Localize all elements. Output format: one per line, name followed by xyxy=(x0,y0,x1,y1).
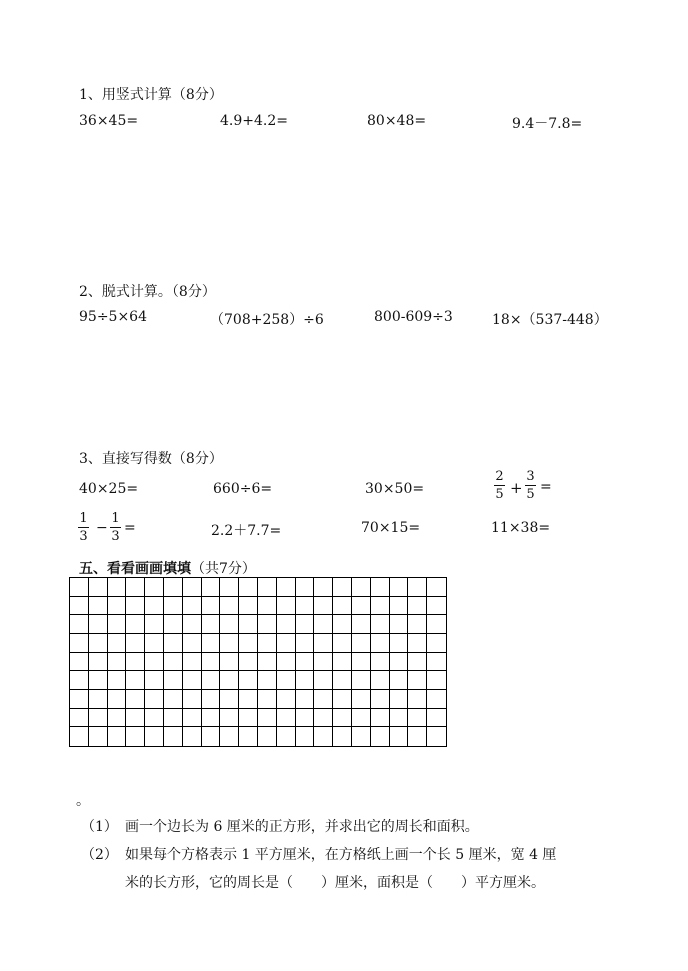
grid-cell[interactable] xyxy=(126,671,145,690)
problem-3-7: 11×38= xyxy=(491,520,551,536)
grid-cell[interactable] xyxy=(258,671,277,690)
question-1-number: （1） xyxy=(81,819,118,835)
grid-cell[interactable] xyxy=(352,709,371,728)
section5-title: 五、看看画画填填（共7分） xyxy=(79,561,256,577)
grid-cell[interactable] xyxy=(108,671,127,690)
grid-cell[interactable] xyxy=(239,634,258,653)
grid-cell[interactable] xyxy=(126,653,145,672)
grid-cell[interactable] xyxy=(183,597,202,616)
grid-cell[interactable] xyxy=(258,709,277,728)
grid-cell[interactable] xyxy=(352,615,371,634)
grid-cell[interactable] xyxy=(239,653,258,672)
problem-2-2: （708+258）÷6 xyxy=(210,312,324,328)
grid-cell[interactable] xyxy=(70,709,89,728)
grid-cell[interactable] xyxy=(145,578,164,597)
problem-2-3: 800-609÷3 xyxy=(374,309,453,325)
grid-cell[interactable] xyxy=(220,727,239,746)
grid-cell[interactable] xyxy=(296,597,315,616)
grid-cell[interactable] xyxy=(427,578,446,597)
problem-3-2: 660÷6= xyxy=(213,481,273,497)
grid-cell[interactable] xyxy=(89,727,108,746)
grid-cell[interactable] xyxy=(277,615,296,634)
grid-cell[interactable] xyxy=(408,634,427,653)
problem-1-1: 36×45= xyxy=(79,113,139,129)
fraction-1-3-b: 1 3 xyxy=(111,511,120,544)
grid-cell[interactable] xyxy=(408,727,427,746)
grid-cell[interactable] xyxy=(164,615,183,634)
problem-3-6: 70×15= xyxy=(361,520,421,536)
grid-cell[interactable] xyxy=(145,653,164,672)
grid-cell[interactable] xyxy=(183,727,202,746)
grid-cell[interactable] xyxy=(277,634,296,653)
grid-cell[interactable] xyxy=(164,597,183,616)
grid-cell[interactable] xyxy=(296,671,315,690)
grid-cell[interactable] xyxy=(296,615,315,634)
grid-cell[interactable] xyxy=(371,597,390,616)
grid-cell[interactable] xyxy=(314,709,333,728)
grid-cell[interactable] xyxy=(371,690,390,709)
grid-cell[interactable] xyxy=(277,727,296,746)
grid-cell[interactable] xyxy=(427,671,446,690)
grid-cell[interactable] xyxy=(126,634,145,653)
grid-cell[interactable] xyxy=(371,634,390,653)
grid-cell[interactable] xyxy=(202,671,221,690)
grid-cell[interactable] xyxy=(145,690,164,709)
grid-cell[interactable] xyxy=(371,671,390,690)
grid-cell[interactable] xyxy=(70,671,89,690)
grid-cell[interactable] xyxy=(202,653,221,672)
section1-title: 1、用竖式计算（8分） xyxy=(79,87,223,103)
grid-cell[interactable] xyxy=(89,709,108,728)
problem-3-3: 30×50= xyxy=(365,481,425,497)
grid-cell[interactable] xyxy=(108,578,127,597)
question-1-text: 画一个边长为 6 厘米的正方形，并求出它的周长和面积。 xyxy=(125,819,479,835)
equals-sign: = xyxy=(540,479,552,495)
grid-cell[interactable] xyxy=(427,653,446,672)
question-2-text: 如果每个方格表示 1 平方厘米，在方格纸上画一个长 5 厘米，宽 4 厘 xyxy=(125,847,557,863)
problem-3-5: 2.2＋7.7= xyxy=(211,523,282,539)
problem-1-4: 9.4－7.8= xyxy=(512,116,583,132)
grid-cell[interactable] xyxy=(108,597,127,616)
grid-cell[interactable] xyxy=(70,653,89,672)
grid-cell[interactable] xyxy=(220,597,239,616)
grid-cell[interactable] xyxy=(408,578,427,597)
grid-cell[interactable] xyxy=(239,709,258,728)
grid-cell[interactable] xyxy=(296,709,315,728)
grid-cell[interactable] xyxy=(277,597,296,616)
grid-cell[interactable] xyxy=(277,653,296,672)
grid-cell[interactable] xyxy=(145,615,164,634)
grid-cell[interactable] xyxy=(258,597,277,616)
grid-cell[interactable] xyxy=(258,578,277,597)
grid-cell[interactable] xyxy=(333,709,352,728)
grid-cell[interactable] xyxy=(333,597,352,616)
grid-cell[interactable] xyxy=(108,634,127,653)
square-grid-paper[interactable] xyxy=(69,577,447,747)
grid-cell[interactable] xyxy=(89,634,108,653)
grid-cell[interactable] xyxy=(164,727,183,746)
grid-cell[interactable] xyxy=(164,690,183,709)
grid-cell[interactable] xyxy=(258,727,277,746)
grid-cell[interactable] xyxy=(108,653,127,672)
grid-cell[interactable] xyxy=(408,690,427,709)
grid-cell[interactable] xyxy=(220,709,239,728)
grid-cell[interactable] xyxy=(145,709,164,728)
grid-cell[interactable] xyxy=(427,709,446,728)
grid-cell[interactable] xyxy=(390,615,409,634)
grid-cell[interactable] xyxy=(258,690,277,709)
grid-cell[interactable] xyxy=(408,615,427,634)
grid-cell[interactable] xyxy=(277,690,296,709)
section3-title: 3、直接写得数（8分） xyxy=(79,451,223,467)
grid-cell[interactable] xyxy=(296,690,315,709)
grid-cell[interactable] xyxy=(333,653,352,672)
grid-cell[interactable] xyxy=(390,709,409,728)
grid-cell[interactable] xyxy=(258,653,277,672)
grid-cell[interactable] xyxy=(427,634,446,653)
grid-cell[interactable] xyxy=(427,690,446,709)
grid-cell[interactable] xyxy=(390,671,409,690)
grid-cell[interactable] xyxy=(108,615,127,634)
grid-cell[interactable] xyxy=(408,597,427,616)
grid-cell[interactable] xyxy=(89,597,108,616)
problem-1-3: 80×48= xyxy=(367,113,427,129)
grid-cell[interactable] xyxy=(164,671,183,690)
grid-cell[interactable] xyxy=(314,671,333,690)
grid-cell[interactable] xyxy=(314,634,333,653)
fraction-1-3-a: 1 3 xyxy=(79,511,88,544)
grid-cell[interactable] xyxy=(183,615,202,634)
grid-cell[interactable] xyxy=(352,634,371,653)
grid-cell[interactable] xyxy=(371,578,390,597)
grid-cell[interactable] xyxy=(314,690,333,709)
grid-cell[interactable] xyxy=(314,653,333,672)
grid-cell[interactable] xyxy=(258,615,277,634)
grid-cell[interactable] xyxy=(239,615,258,634)
grid-cell[interactable] xyxy=(239,671,258,690)
grid-cell[interactable] xyxy=(164,634,183,653)
grid-cell[interactable] xyxy=(108,690,127,709)
grid-cell[interactable] xyxy=(145,634,164,653)
grid-cell[interactable] xyxy=(220,578,239,597)
grid-cell[interactable] xyxy=(126,690,145,709)
grid-cell[interactable] xyxy=(333,727,352,746)
grid-cell[interactable] xyxy=(183,671,202,690)
grid-cell[interactable] xyxy=(145,671,164,690)
grid-cell[interactable] xyxy=(258,634,277,653)
grid-cell[interactable] xyxy=(183,653,202,672)
grid-cell[interactable] xyxy=(70,634,89,653)
section2-title: 2、脱式计算。（8分） xyxy=(79,284,216,300)
grid-cell[interactable] xyxy=(126,597,145,616)
grid-cell[interactable] xyxy=(202,597,221,616)
grid-cell[interactable] xyxy=(70,597,89,616)
question-2-text-cont: 米的长方形，它的周长是（ ）厘米，面积是（ ）平方厘米。 xyxy=(125,875,545,891)
grid-cell[interactable] xyxy=(333,634,352,653)
grid-cell[interactable] xyxy=(164,578,183,597)
grid-cell[interactable] xyxy=(126,615,145,634)
grid-cell[interactable] xyxy=(183,578,202,597)
grid-cell[interactable] xyxy=(89,615,108,634)
grid-cell[interactable] xyxy=(89,671,108,690)
grid-cell[interactable] xyxy=(70,615,89,634)
grid-cell[interactable] xyxy=(352,671,371,690)
grid-cell[interactable] xyxy=(89,653,108,672)
grid-cell[interactable] xyxy=(371,727,390,746)
grid-cell[interactable] xyxy=(239,727,258,746)
grid-cell[interactable] xyxy=(296,727,315,746)
stray-dot: 。 xyxy=(76,793,90,809)
grid-cell[interactable] xyxy=(352,597,371,616)
grid-cell[interactable] xyxy=(108,709,127,728)
grid-cell[interactable] xyxy=(296,653,315,672)
grid-cell[interactable] xyxy=(408,709,427,728)
grid-cell[interactable] xyxy=(408,671,427,690)
grid-cell[interactable] xyxy=(70,727,89,746)
problem-1-2: 4.9+4.2= xyxy=(220,113,288,129)
grid-cell[interactable] xyxy=(89,690,108,709)
grid-cell[interactable] xyxy=(296,634,315,653)
grid-cell[interactable] xyxy=(390,597,409,616)
grid-cell[interactable] xyxy=(202,578,221,597)
grid-cell[interactable] xyxy=(333,671,352,690)
grid-cell[interactable] xyxy=(220,653,239,672)
grid-cell[interactable] xyxy=(183,634,202,653)
grid-cell[interactable] xyxy=(390,727,409,746)
grid-cell[interactable] xyxy=(314,578,333,597)
grid-cell[interactable] xyxy=(296,578,315,597)
grid-cell[interactable] xyxy=(277,578,296,597)
grid-cell[interactable] xyxy=(352,653,371,672)
grid-cell[interactable] xyxy=(352,690,371,709)
grid-cell[interactable] xyxy=(239,597,258,616)
grid-cell[interactable] xyxy=(183,709,202,728)
grid-cell[interactable] xyxy=(333,615,352,634)
grid-cell[interactable] xyxy=(202,615,221,634)
grid-cell[interactable] xyxy=(220,615,239,634)
grid-cell[interactable] xyxy=(390,653,409,672)
grid-cell[interactable] xyxy=(70,690,89,709)
grid-cell[interactable] xyxy=(371,653,390,672)
grid-cell[interactable] xyxy=(390,578,409,597)
grid-cell[interactable] xyxy=(164,709,183,728)
problem-2-1: 95÷5×64 xyxy=(79,309,147,325)
grid-cell[interactable] xyxy=(202,709,221,728)
plus-sign: + xyxy=(510,479,523,497)
equals-sign-2: = xyxy=(124,520,136,536)
minus-sign: − xyxy=(96,520,108,536)
fraction-3-5: 3 5 xyxy=(526,469,535,502)
grid-cell[interactable] xyxy=(352,727,371,746)
grid-cell[interactable] xyxy=(70,578,89,597)
grid-cell[interactable] xyxy=(220,634,239,653)
grid-cell[interactable] xyxy=(314,615,333,634)
grid-cell[interactable] xyxy=(164,653,183,672)
grid-cell[interactable] xyxy=(277,671,296,690)
grid-cell[interactable] xyxy=(183,690,202,709)
grid-cell[interactable] xyxy=(333,690,352,709)
grid-cell[interactable] xyxy=(239,690,258,709)
grid-cell[interactable] xyxy=(126,709,145,728)
question-2-number: （2） xyxy=(81,847,118,863)
grid-cell[interactable] xyxy=(333,578,352,597)
grid-cell[interactable] xyxy=(277,709,296,728)
grid-cell[interactable] xyxy=(427,615,446,634)
grid-cell[interactable] xyxy=(390,634,409,653)
grid-cell[interactable] xyxy=(145,597,164,616)
grid-cell[interactable] xyxy=(352,578,371,597)
grid-cell[interactable] xyxy=(239,578,258,597)
grid-cell[interactable] xyxy=(202,727,221,746)
grid-cell[interactable] xyxy=(126,727,145,746)
grid-cell[interactable] xyxy=(314,727,333,746)
problem-2-4: 18×（537-448） xyxy=(492,312,608,328)
grid-cell[interactable] xyxy=(408,653,427,672)
grid-cell[interactable] xyxy=(371,615,390,634)
grid-cell[interactable] xyxy=(427,727,446,746)
problem-3-1: 40×25= xyxy=(79,481,139,497)
grid-cell[interactable] xyxy=(202,690,221,709)
fraction-2-5: 2 5 xyxy=(495,469,504,502)
grid-cell[interactable] xyxy=(314,597,333,616)
grid-cell[interactable] xyxy=(202,634,221,653)
grid-cell[interactable] xyxy=(390,690,409,709)
grid-cell[interactable] xyxy=(371,709,390,728)
grid-cell[interactable] xyxy=(145,727,164,746)
grid-cell[interactable] xyxy=(126,578,145,597)
grid-cell[interactable] xyxy=(108,727,127,746)
grid-cell[interactable] xyxy=(89,578,108,597)
grid-cell[interactable] xyxy=(220,671,239,690)
grid-cell[interactable] xyxy=(220,690,239,709)
grid-cell[interactable] xyxy=(427,597,446,616)
